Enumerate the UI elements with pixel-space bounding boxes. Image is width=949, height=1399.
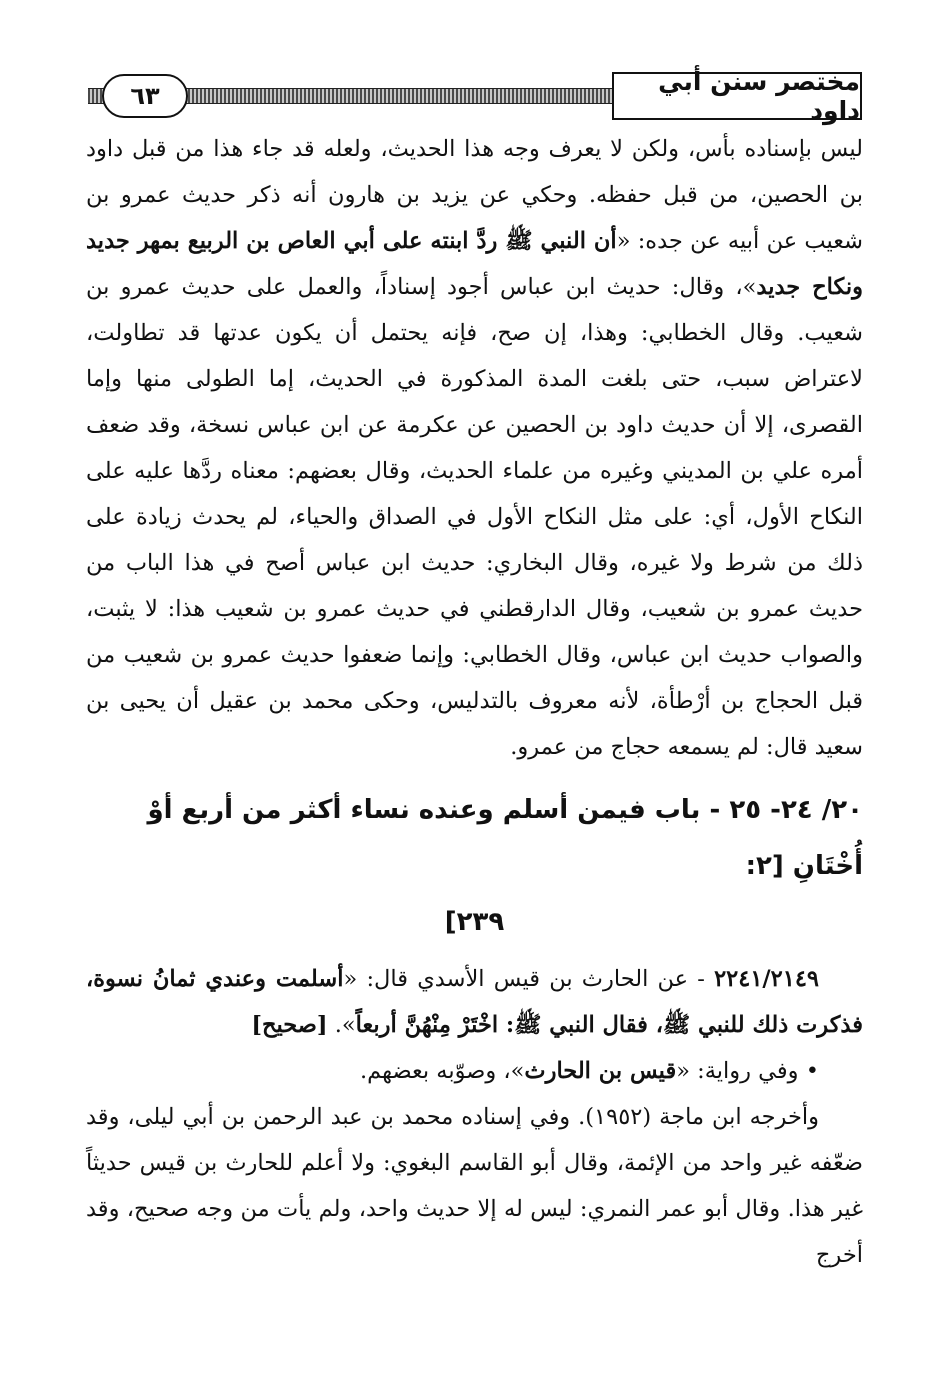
note-narrator: قيس بن الحارث: [524, 1058, 677, 1084]
bullet-icon: •: [805, 1058, 819, 1084]
chapter-heading: [86, 782, 863, 950]
book-title: مختصر سنن أبي داود: [612, 72, 862, 120]
note-suffix: »، وصوّبه بعضهم.: [360, 1058, 525, 1084]
hadith-grade: [صحيح]: [251, 1012, 328, 1038]
hadith-intro: - عن الحارث بن قيس الأسدي قال: «: [343, 966, 715, 992]
hadith-entry: [86, 956, 863, 1048]
hadith-number: ٢٢٤١/٢١٤٩: [714, 966, 819, 992]
quoted-hadith-text: أن النبي ﷺ ردَّ ابنته على أبي العاص بن الربيع بمهر جديد ونكاح جديد: [86, 228, 864, 300]
paragraph-text-continued: »، وقال: حديث ابن عباس أجود إسناداً، والعمل على حديث عمرو بن شعيب. وقال الخطابي: وهذا، إن صح، فإنه يحتمل أن يكون عدتها قد تطاولت، لاعتراض سبب، حتى بلغت المدة المذكورة في الحديث، إما الطولى منها وإما القصرى، إلا أن حديث داود بن الحصين عن عكرمة عن ابن عباس نسخة، وقد ضعف أمره علي بن المديني وغيره من علماء الحديث، وقال بعضهم: معناه ردَّها عليه على النكاح الأول، أي: على مثل النكاح الأول في الصداق والحياء، لم يحدث زيادة على ذلك من شرط ولا غيره، وقال البخاري: حديث ابن عباس أصح في هذا الباب من حديث عمرو بن شعيب، وقال الدارقطني في حديث عمرو بن شعيب هذا: لا يثبت، والصواب حديث ابن عباس، وقال الخطابي: وإنما ضعفوا حديث عمرو بن شعيب من قبل الحجاج بن أرْطأة، لأنه معروف بالتدليس، وحكى محمد بن عقيل أن يحيى بن سعيد قال: لم يسمعه حجاج من عمرو.: [86, 274, 863, 760]
page-number: ٦٣: [102, 74, 188, 118]
commentary-paragraph: وأخرجه ابن ماجة (١٩٥٢). وفي إسناده محمد بن عبد الرحمن بن أبي ليلى، وقد ضعّفه غير واحد من الإئمة، وقال أبو القاسم البغوي: ولا أعلم للحارث بن قيس حديثاً غير هذا. وقال أبو عمر النمري: ليس له إلا حديث واحد، ولم يأت من وجه صحيح، وقد أخرج: [86, 1104, 863, 1268]
running-header: [88, 67, 862, 125]
paragraph-text: ليس بإسناده بأس، ولكن لا يعرف وجه هذا الحديث، ولعله قد جاء هذا من قبل داود بن الحصين، من قبل حفظه. وحكي عن يزيد بن هارون أنه ذكر حديث عمرو بن شعيب عن أبيه عن جده: «: [86, 136, 863, 254]
note-prefix: وفي رواية: «: [676, 1058, 806, 1084]
hadith-text: أسلمت وعندي ثمانُ نسوة، فذكرت ذلك للنبي ﷺ، فقال النبي ﷺ: اخْتَرْ مِنْهُنَّ أربعاً: [86, 966, 863, 1038]
hadith-close: ».: [327, 1012, 356, 1038]
chapter-title: ٢٠/ ٢٤- ٢٥ - باب فيمن أسلم وعنده نساء أكثر من أربع أوْ أُخْتَانِ [٢:: [147, 795, 863, 881]
chapter-reference: ٢٣٩]: [444, 907, 505, 937]
narration-note: [86, 1048, 863, 1094]
paragraph-continuation: [86, 126, 863, 770]
page-content: [86, 126, 863, 1278]
